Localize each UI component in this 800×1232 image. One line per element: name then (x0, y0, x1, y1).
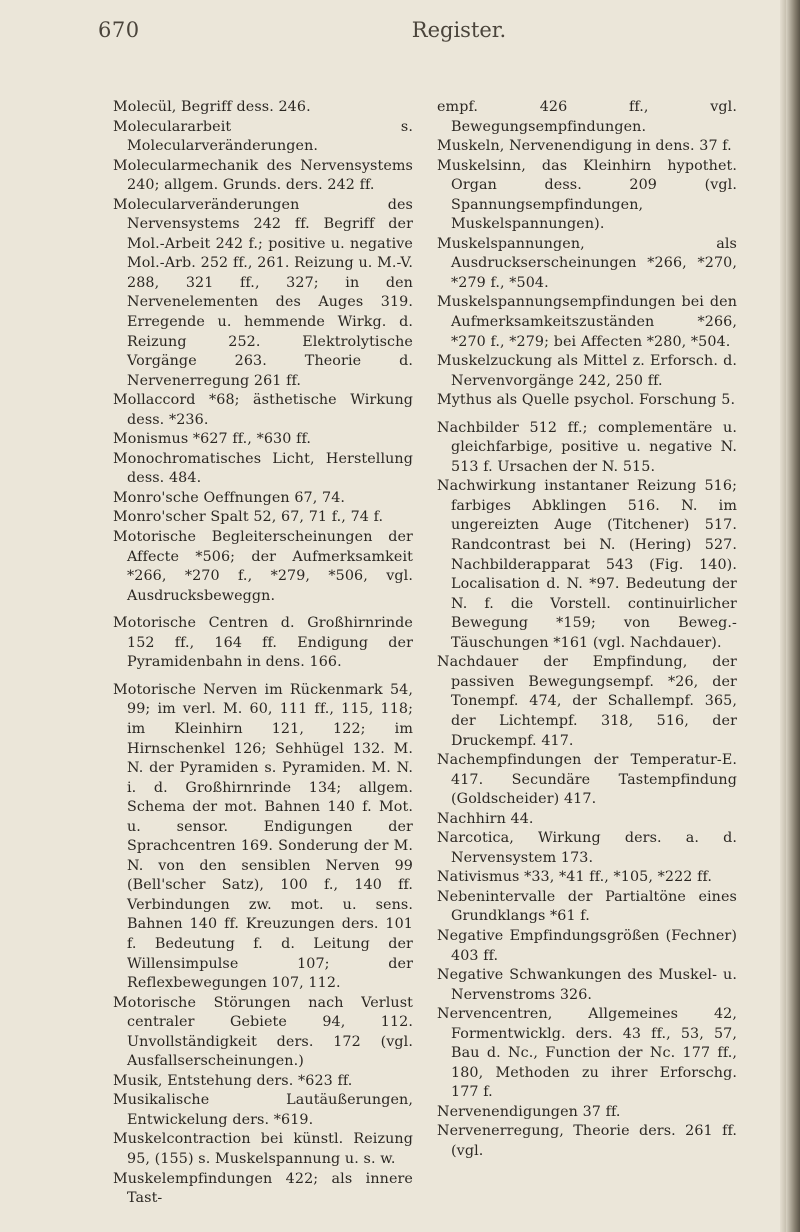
index-entry: Moleculararbeit s. Molecularveränderungen. (113, 118, 413, 155)
left-column (113, 98, 413, 1209)
index-entry: Musik, Entstehung ders. *623 ff. (113, 1072, 353, 1089)
index-entry: Nachdauer der Empfindung, der passiven Bewegungsempf. *26, der Tonempf. 474, der Schallempf. 365, der Lichtempf. 318, 516, der Druckempf. 417. (437, 654, 737, 749)
index-entry: Nebenintervalle der Partialtöne eines Grundklangs *61 f. (437, 888, 737, 925)
index-entry: Muskelcontraction bei künstl. Reizung 95, (155) s. Muskelspannung u. s. w. (113, 1131, 413, 1167)
index-entry: Nachwirkung instantaner Reizung 516; farbiges Abklingen 516. N. im ungereizten Auge (Titchener) 517. Randcontrast bei N. (Hering) 527. Nachbilderapparat 543 (Fig. 140). Localisation d. N. *97. Bedeutung der N. f. die Vorstell. continuirlicher Bewegung *159; von Beweg.-Täuschungen *161 (vgl. Nachdauer). (437, 478, 737, 651)
index-entry: Muskelspannungen, als Ausdruckserscheinungen *266, *270, *279 f., *504. (437, 235, 737, 291)
index-entry: Monro'sche Oeffnungen 67, 74. (113, 489, 346, 506)
index-entry: Mythus als Quelle psychol. Forschung 5. (437, 392, 736, 409)
index-entry: Musikalische Lautäußerungen, Entwickelung ders. *619. (113, 1092, 413, 1128)
index-entry: Muskelsinn, das Kleinhirn hypothet. Organ dess. 209 (vgl. Spannungsempfindungen, Muskelspannungen). (437, 157, 737, 233)
index-entry: Nachbilder 512 ff.; complementäre u. gleichfarbige, positive u. negative N. 513 f. Ursachen der N. 515. (437, 419, 737, 475)
running-head: Register. (411, 18, 507, 42)
page-edge (786, 0, 800, 1232)
index-entry: Molecularveränderungen des Nervensystems 242 ff. Begriff der Mol.-Arbeit 242 f.; positive u. negative Mol.-Arb. 252 ff., 261. Reizung u. M.-V. 288, 321 ff., 327; in den Nervenelementen des Auges 319. Erregende u. hemmende Wirkg. d. Reizung 252. Elektrolytische Vorgänge 263. Theorie d. Nervenerregung 261 ff. (113, 196, 413, 389)
index-entry: Molecularmechanik des Nervensystems 240; allgem. Grunds. ders. 242 ff. (113, 157, 413, 194)
index-entry: Nativismus *33, *41 ff., *105, *222 ff. (437, 869, 713, 886)
index-entry: Mollaccord *68; ästhetische Wirkung dess. *236. (113, 392, 413, 428)
index-entry: empf. 426 ff., vgl. Bewegungsempfindungen. (437, 99, 737, 135)
index-entry: Motorische Centren d. Großhirnrinde 152 ff., 164 ff. Endigung der Pyramidenbahn in dens. 166. (113, 615, 413, 671)
index-entry: Negative Empfindungsgrößen (Fechner) 403 ff. (437, 927, 737, 964)
index-entry: Muskelspannungsempfindungen bei den Aufmerksamkeitszuständen *266, *270 f., *279; bei Affecten *280, *504. (437, 294, 737, 350)
right-column (437, 98, 737, 1162)
index-entry: Nervencentren, Allgemeines 42, Formentwicklg. ders. 43 ff., 53, 57, Bau d. Nc., Function der Nc. 177 ff., 180, Methoden zu ihrer Erforschg. 177 f. (437, 1006, 737, 1101)
index-entry: Nachempfindungen der Temperatur-E. 417. Secundäre Tastempfindung (Goldscheider) 417. (437, 752, 737, 808)
page-number: 670 (98, 18, 140, 42)
index-entry: Nervenendigungen 37 ff. (437, 1103, 621, 1120)
index-entry: Nervenerregung, Theorie ders. 261 ff. (vgl. (437, 1123, 737, 1159)
index-entry: Monochromatisches Licht, Herstellung dess. 484. (113, 450, 413, 487)
index-entry: Motorische Begleiterscheinungen der Affecte *506; der Aufmerksamkeit *266, *270 f., *279, *506, vgl. Ausdrucksbeweggn. (113, 529, 413, 604)
index-entry: Motorische Nerven im Rückenmark 54, 99; im verl. M. 60, 111 ff., 115, 118; im Kleinhirn 121, 122; im Hirnschenkel 126; Sehhügel 132. M. N. der Pyramiden s. Pyramiden. M. N. i. d. Großhirnrinde 134; allgem. Schema der mot. Bahnen 140 f. Mot. u. sensor. Endigungen der Sprachcentren 169. Sonderung der M. N. von den sensiblen Nerven 99 (Bell'scher Satz), 100 f., 140 ff. Verbindungen zw. mot. u. sens. Bahnen 140 ff. Kreuzungen ders. 101 f. Bedeutung f. d. Leitung der Willensimpulse 107; der Reflexbewegungen 107, 112. (113, 681, 413, 992)
index-entry: Muskeln, Nervenendigung in dens. 37 f. (437, 138, 732, 155)
index-entry: Monismus *627 ff., *630 ff. (113, 431, 311, 448)
index-entry: Nachhirn 44. (437, 810, 534, 827)
index-entry: Motorische Störungen nach Verlust centraler Gebiete 94, 112. Unvollständigkeit ders. 172 (vgl. Ausfallserscheinungen.) (113, 994, 413, 1070)
index-entry: Monro'scher Spalt 52, 67, 71 f., 74 f. (113, 509, 384, 526)
index-entry: Molecül, Begriff dess. 246. (113, 99, 311, 115)
index-entry: Negative Schwankungen des Muskel- u. Nervenstroms 326. (437, 967, 737, 1003)
page-header (98, 18, 740, 48)
index-entry: Narcotica, Wirkung ders. a. d. Nervensystem 173. (437, 830, 737, 866)
index-entry: Muskelzuckung als Mittel z. Erforsch. d. Nervenvorgänge 242, 250 ff. (437, 353, 737, 389)
index-entry: Muskelempfindungen 422; als innere Tast- (113, 1170, 413, 1207)
